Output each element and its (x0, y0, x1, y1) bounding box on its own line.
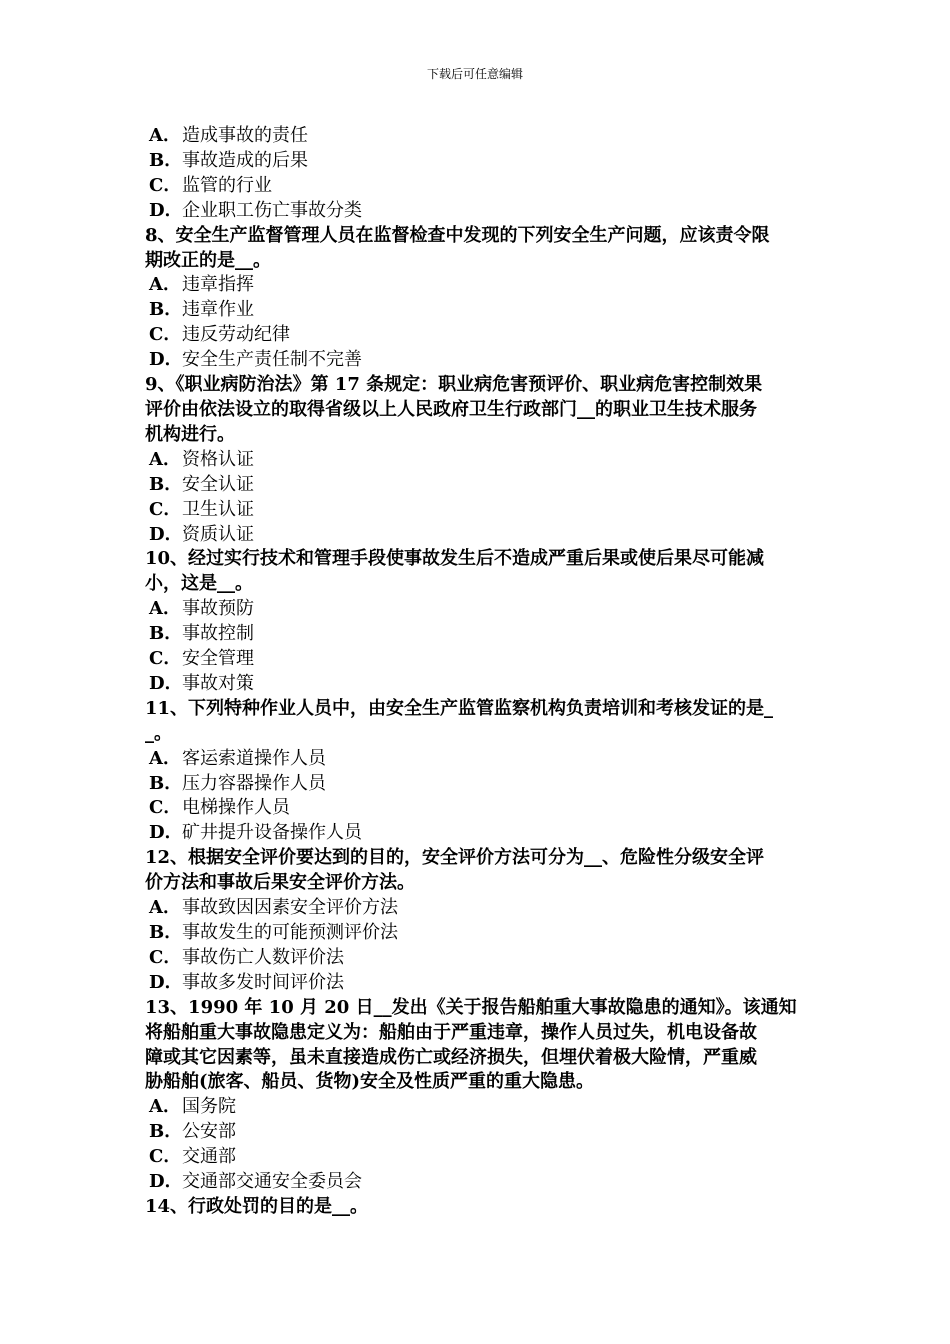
answer-option (145, 448, 810, 473)
answer-option (145, 1120, 810, 1145)
option-text: 矿井提升设备操作人员 (182, 822, 362, 844)
answer-option (145, 796, 810, 821)
option-text: 事故发生的可能预测评价法 (182, 922, 398, 943)
option-text: 事故控制 (182, 623, 254, 645)
option-text: 事故造成的后果 (182, 149, 308, 171)
answer-option (145, 946, 810, 971)
answer-option (145, 921, 810, 946)
answer-option (145, 273, 810, 298)
option-label: D． (149, 672, 183, 694)
question-text-line: 小，这是__。 (145, 573, 253, 595)
answer-option (145, 323, 810, 348)
answer-option (145, 747, 810, 772)
option-text: 交通部 (182, 1146, 236, 1168)
answer-option (145, 896, 810, 921)
question-text-line: 11、下列特种作业人员中，由安全生产监管监察机构负责培训和考核发证的是_ (145, 697, 774, 719)
option-label: B． (149, 299, 183, 321)
option-label: A． (149, 1096, 181, 1118)
question-text-line: 13、1990 年 10 月 20 日__发出《关于报告船舶重大事故隐患的通知》。该通知 (145, 996, 797, 1018)
answer-option (145, 348, 810, 373)
question-text-line: 评价由依法设立的取得省级以上人民政府卫生行政部门__的职业卫生技术服务 (145, 398, 757, 420)
option-text: 客运索道操作人员 (182, 747, 326, 769)
question-text-line: 8、安全生产监督管理人员在监督检查中发现的下列安全生产问题，应该责令限 (145, 224, 770, 246)
option-label: C． (149, 1146, 182, 1168)
answer-option (145, 772, 810, 797)
option-label: A． (149, 897, 181, 919)
option-label: A． (149, 274, 181, 296)
question-text-line: 9、《职业病防治法》第 17 条规定：职业病危害预评价、职业病危害控制效果 (145, 374, 763, 396)
question-text-line: 期改正的是__。 (145, 249, 271, 271)
option-label: D． (149, 199, 183, 221)
option-label: C． (149, 648, 182, 670)
option-label: D． (149, 1171, 183, 1193)
option-text: 造成事故的责任 (182, 125, 308, 146)
option-text: 公安部 (182, 1121, 236, 1143)
answer-option (145, 523, 810, 548)
option-text: 监管的行业 (182, 174, 272, 196)
answer-option (145, 298, 810, 323)
option-text: 电梯操作人员 (182, 797, 290, 819)
option-label: A． (149, 125, 181, 146)
option-text: 压力容器操作人员 (182, 772, 326, 794)
option-label: C． (149, 946, 182, 968)
option-text: 事故预防 (182, 598, 254, 620)
option-text: 企业职工伤亡事故分类 (182, 199, 362, 221)
option-label: C． (149, 324, 182, 346)
page-header: 下载后可任意编辑 (426, 67, 523, 81)
question-text-line: 机构进行。 (145, 423, 235, 445)
document-body (145, 124, 810, 1220)
answer-option (145, 149, 810, 174)
answer-option (145, 672, 810, 697)
question-text-line: 障或其它因素等，虽未直接造成伤亡或经济损失，但埋伏着极大险情，严重威 (145, 1046, 757, 1068)
question-text-line: 将船舶重大事故隐患定义为：船舶由于严重违章，操作人员过失，机电设备故 (145, 1021, 757, 1043)
option-label: A． (149, 747, 181, 769)
option-label: D． (149, 349, 183, 371)
answer-option (145, 622, 810, 647)
option-text: 事故伤亡人数评价法 (182, 946, 344, 968)
option-text: 安全认证 (182, 473, 254, 495)
option-text: 资格认证 (182, 448, 254, 470)
option-label: A． (149, 448, 181, 470)
option-text: 卫生认证 (182, 498, 254, 520)
option-text: 违章作业 (182, 299, 254, 321)
answer-option (145, 124, 810, 149)
answer-option (145, 597, 810, 622)
option-label: A． (149, 598, 181, 620)
answer-option (145, 498, 810, 523)
question-text-line: 价方法和事故后果安全评价方法。 (145, 872, 415, 894)
option-label: B． (149, 473, 183, 495)
option-text: 违反劳动纪律 (182, 324, 290, 346)
answer-option (145, 473, 810, 498)
answer-option (145, 199, 810, 224)
option-text: 安全管理 (182, 648, 254, 670)
option-label: B． (149, 772, 183, 794)
option-label: D． (149, 822, 183, 844)
option-label: C． (149, 797, 182, 819)
option-text: 事故致因因素安全评价方法 (182, 897, 398, 919)
question-text-line: _。 (145, 722, 172, 744)
option-text: 资质认证 (182, 523, 254, 545)
option-label: B． (149, 1121, 183, 1143)
answer-option (145, 647, 810, 672)
option-label: D． (149, 971, 183, 993)
option-text: 事故对策 (182, 672, 254, 694)
question-text-line: 12、根据安全评价要达到的目的，安全评价方法可分为__、危险性分级安全评 (145, 847, 765, 869)
option-text: 安全生产责任制不完善 (182, 349, 362, 371)
answer-option (145, 821, 810, 846)
option-text: 事故多发时间评价法 (182, 971, 344, 993)
option-text: 国务院 (182, 1096, 236, 1118)
question-text-line: 胁船舶(旅客、船员、货物)安全及性质严重的重大隐患。 (145, 1071, 595, 1093)
option-label: D． (149, 523, 183, 545)
option-text: 交通部交通安全委员会 (182, 1171, 362, 1193)
option-label: B． (149, 149, 183, 171)
option-label: C． (149, 174, 182, 196)
option-label: C． (149, 498, 182, 520)
option-label: B． (149, 922, 183, 943)
answer-option (145, 971, 810, 996)
answer-option (145, 1095, 810, 1120)
question-text-line: 14、行政处罚的目的是__。 (145, 1195, 369, 1217)
answer-option (145, 1145, 810, 1170)
answer-option (145, 1170, 810, 1195)
option-label: B． (149, 623, 183, 645)
option-text: 违章指挥 (182, 274, 254, 296)
question-text-line: 10、经过实行技术和管理手段使事故发生后不造成严重后果或使后果尽可能减 (145, 548, 765, 570)
answer-option (145, 174, 810, 199)
